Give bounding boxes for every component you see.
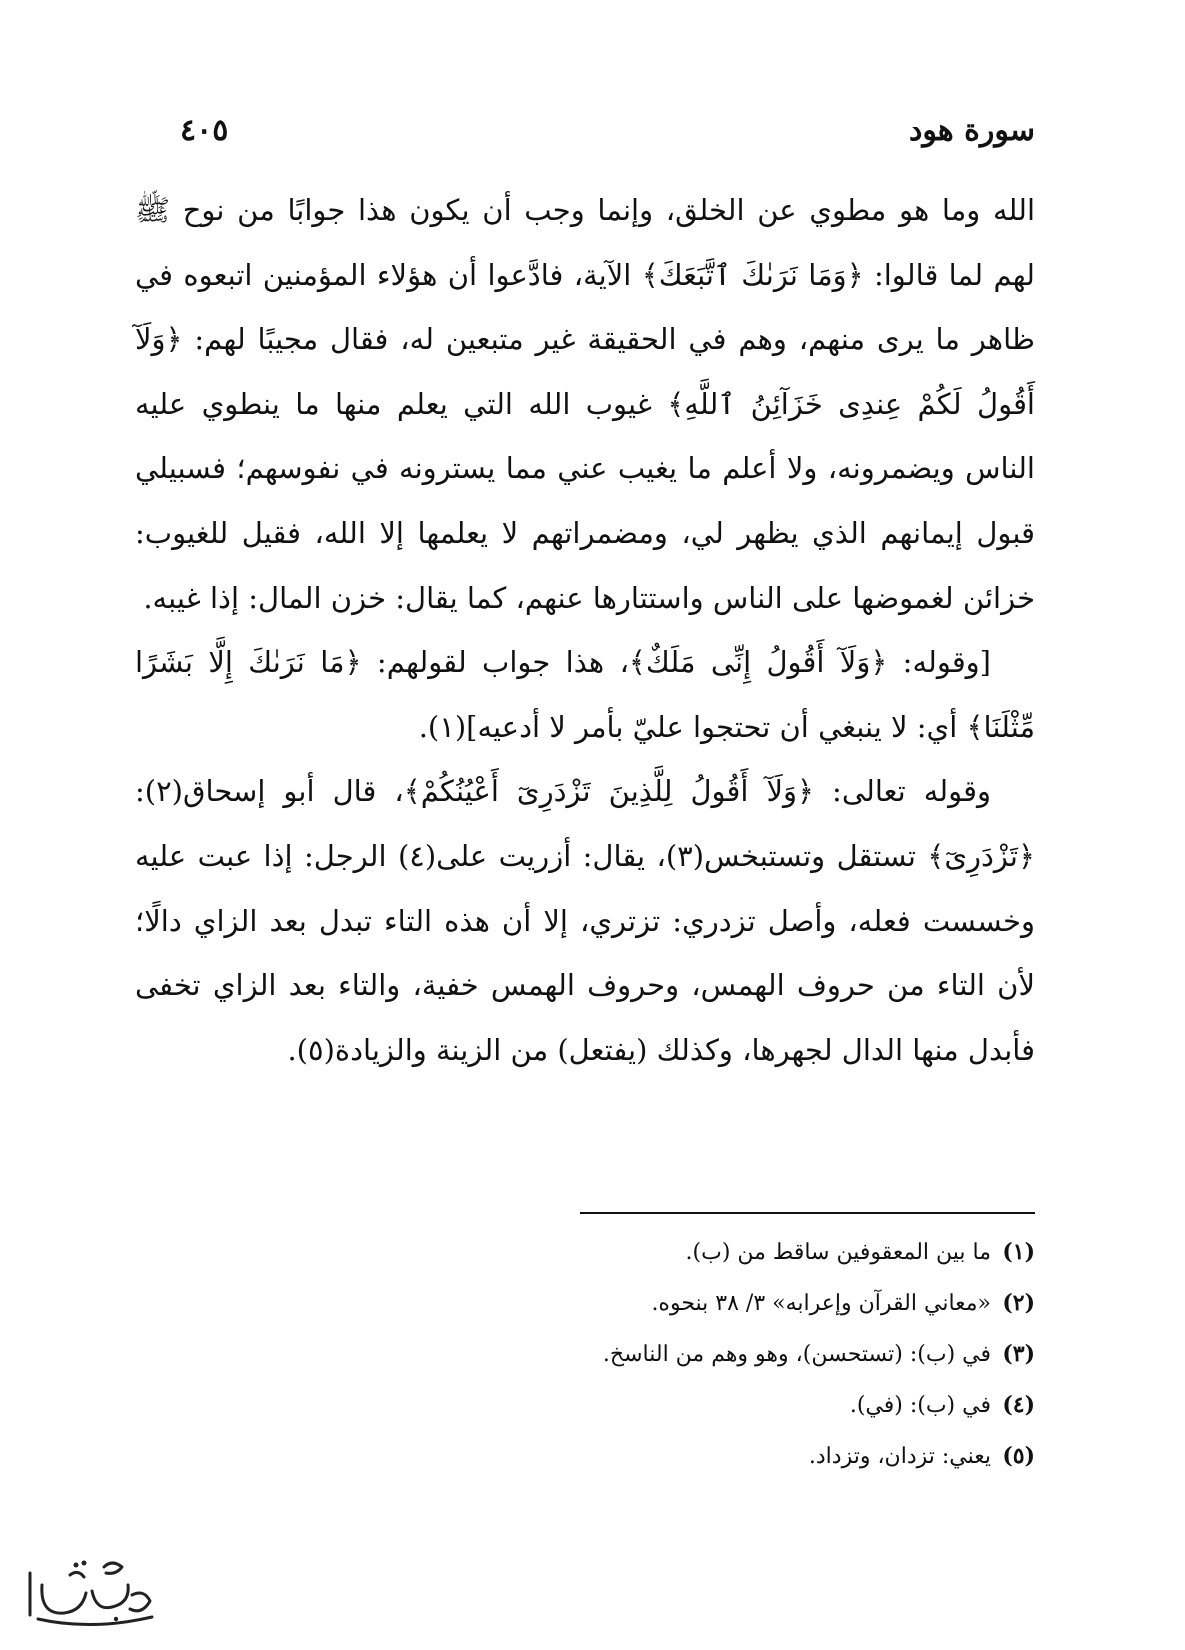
- footnote: [380, 1329, 1035, 1380]
- footnote-number: (٥): [1002, 1443, 1035, 1469]
- footnote-divider: [580, 1212, 1035, 1214]
- footnote-number: (٤): [1002, 1392, 1035, 1418]
- footnote: [380, 1380, 1035, 1431]
- page-number: ٤٠٥: [180, 112, 229, 148]
- paragraph: [وقوله: ﴿وَلَآ أَقُولُ إِنِّى مَلَكٌ﴾، هذا جواب لقولهم: ﴿مَا نَرَىٰكَ إِلَّا بَشَرًا مِّثْلَنَا﴾ أي: لا ينبغي أن تحتجوا عليّ بأمر لا أدعيه](١).: [135, 645, 1035, 744]
- footnote-text: ما بين المعقوفين ساقط من (ب).: [685, 1240, 991, 1265]
- calligraphic-seal-icon: [12, 1545, 162, 1635]
- footnote: [380, 1278, 1035, 1329]
- footnote-number: (٣): [1002, 1341, 1035, 1367]
- paragraph: وقوله تعالى: ﴿وَلَآ أَقُولُ لِلَّذِينَ تَزْدَرِىٓ أَعْيُنُكُمْ﴾، قال أبو إسحاق(٢): ﴿تَزْدَرِىٓ﴾ تستقل وتستبخس(٣)، يقال: أزريت على(٤) الرجل: إذا عبت عليه وخسست فعله، وأصل تزدري: تزتري، إلا أن هذه التاء تبدل بعد الزاي دالًا؛ لأن التاء من حروف الهمس، وحروف الهمس خفية، والتاء بعد الزاي تخفى فأبدل منها الدال لجهرها، وكذلك (يفتعل) من الزينة والزيادة(٥).: [135, 774, 1035, 1067]
- footnote-text: يعني: تزدان، وتزداد.: [808, 1444, 991, 1469]
- main-text: [135, 178, 1035, 1082]
- footnote-text: في (ب): (في).: [849, 1393, 991, 1418]
- footnote: [380, 1431, 1035, 1482]
- page-header: [180, 100, 1035, 160]
- footnote-number: (٢): [1002, 1290, 1035, 1316]
- surah-title: سورة هود: [909, 112, 1035, 148]
- footnote-text: «معاني القرآن وإعرابه» ٣/ ٣٨ بنحوه.: [651, 1291, 991, 1316]
- footnote: [380, 1227, 1035, 1278]
- footnote-text: في (ب): (تستحسن)، وهو وهم من الناسخ.: [602, 1342, 991, 1367]
- footnotes: [380, 1227, 1035, 1482]
- footnote-number: (١): [1002, 1239, 1035, 1265]
- paragraph: الله وما هو مطوي عن الخلق، وإنما وجب أن يكون هذا جوابًا من نوح ﷺ لهم لما قالوا: ﴿وَمَا نَرَىٰكَ ٱتَّبَعَكَ﴾ الآية، فادَّعوا أن هؤلاء المؤمنين اتبعوه في ظاهر ما يرى منهم، وهم في الحقيقة غير متبعين له، فقال مجيبًا لهم: ﴿وَلَآ أَقُولُ لَكُمْ عِندِى خَزَآئِنُ ٱللَّهِ﴾ غيوب الله التي يعلم منها ما ينطوي عليه الناس ويضمرونه، ولا أعلم ما يغيب عني مما يسترونه في نفوسهم؛ فسبيلي قبول إيمانهم الذي يظهر لي، ومضمراتهم لا يعلمها إلا الله، فقيل للغيوب: خزائن لغموضها على الناس واستتارها عنهم، كما يقال: خزن المال: إذا غيبه.: [135, 193, 1035, 615]
